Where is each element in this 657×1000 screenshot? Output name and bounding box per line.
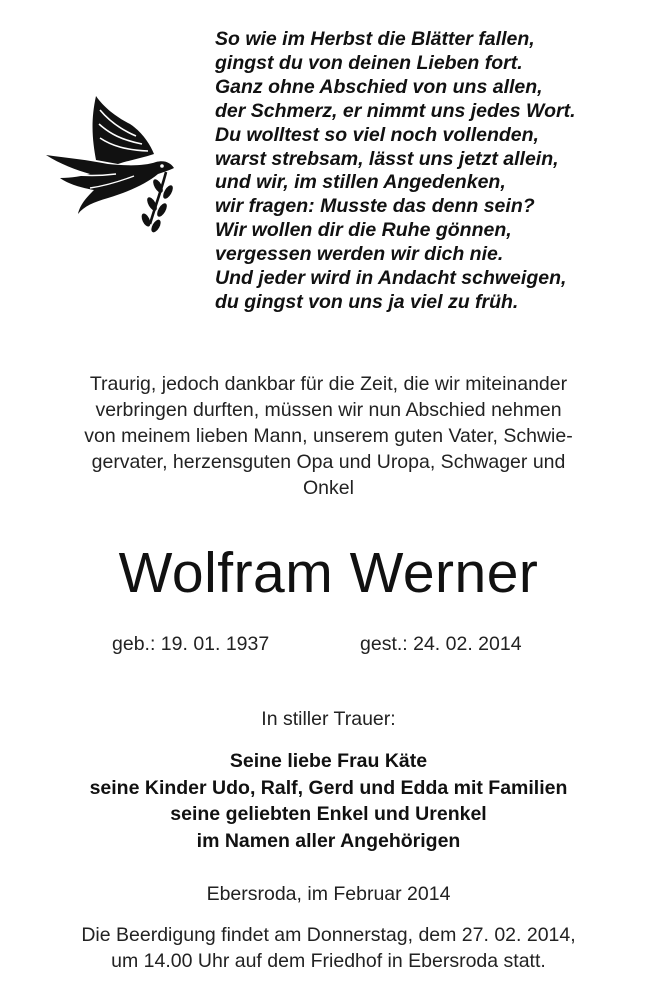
poem-line: du gingst von uns ja viel zu früh.	[215, 290, 519, 313]
funeral-info	[0, 923, 657, 974]
intro-line: von meinem lieben Mann, unserem guten Vater, Schwie-	[84, 425, 573, 447]
birth-date: geb.: 19. 01. 1937	[112, 633, 270, 655]
intro-line: Traurig, jedoch dankbar für die Zeit, die wir miteinander	[89, 373, 568, 395]
poem-line: Ganz ohne Abschied von uns allen,	[215, 75, 543, 98]
poem-line: wir fragen: Musste das denn sein?	[215, 195, 535, 218]
poem-line: Und jeder wird in Andacht schweigen,	[215, 267, 567, 290]
poem-line: Wir wollen dir die Ruhe gönnen,	[215, 219, 512, 242]
dove-with-olive-branch-icon	[38, 88, 188, 238]
intro-line: Onkel	[303, 477, 354, 499]
poem-line: So wie im Herbst die Blätter fallen,	[215, 28, 535, 50]
death-date: gest.: 24. 02. 2014	[360, 633, 522, 655]
funeral-line: Die Beerdigung findet am Donnerstag, dem 27. 02. 2014,	[81, 924, 576, 946]
poem-line: warst strebsam, lässt uns jetzt allein,	[215, 147, 559, 170]
intro-text	[20, 371, 637, 501]
poem-line: und wir, im stillen Angedenken,	[215, 171, 506, 194]
funeral-line: um 14.00 Uhr auf dem Friedhof in Ebersroda statt.	[111, 949, 546, 972]
intro-line: verbringen durften, müssen wir nun Abschied nehmen	[95, 399, 562, 421]
deceased-name: Wolfram Werner	[118, 541, 539, 605]
poem-line: gingst du von deinen Lieben fort.	[215, 51, 523, 74]
poem-line: Du wolltest so viel noch vollenden,	[215, 123, 539, 146]
mourner-line: im Namen aller Angehörigen	[196, 830, 461, 853]
poem-line: vergessen werden wir dich nie.	[215, 243, 504, 266]
place-and-date: Ebersroda, im Februar 2014	[206, 883, 451, 905]
mourner-line: seine geliebten Enkel und Urenkel	[170, 803, 487, 826]
mourner-line: Seine liebe Frau Käte	[229, 750, 428, 772]
intro-line: gervater, herzensguten Opa und Uropa, Schwager und	[91, 451, 566, 473]
memorial-poem	[215, 28, 635, 315]
poem-line: der Schmerz, er nimmt uns jedes Wort.	[215, 99, 576, 122]
mourning-label: In stiller Trauer:	[261, 708, 396, 730]
mourners-list	[0, 748, 657, 855]
mourner-line: seine Kinder Udo, Ralf, Gerd und Edda mit Familien	[89, 776, 568, 799]
